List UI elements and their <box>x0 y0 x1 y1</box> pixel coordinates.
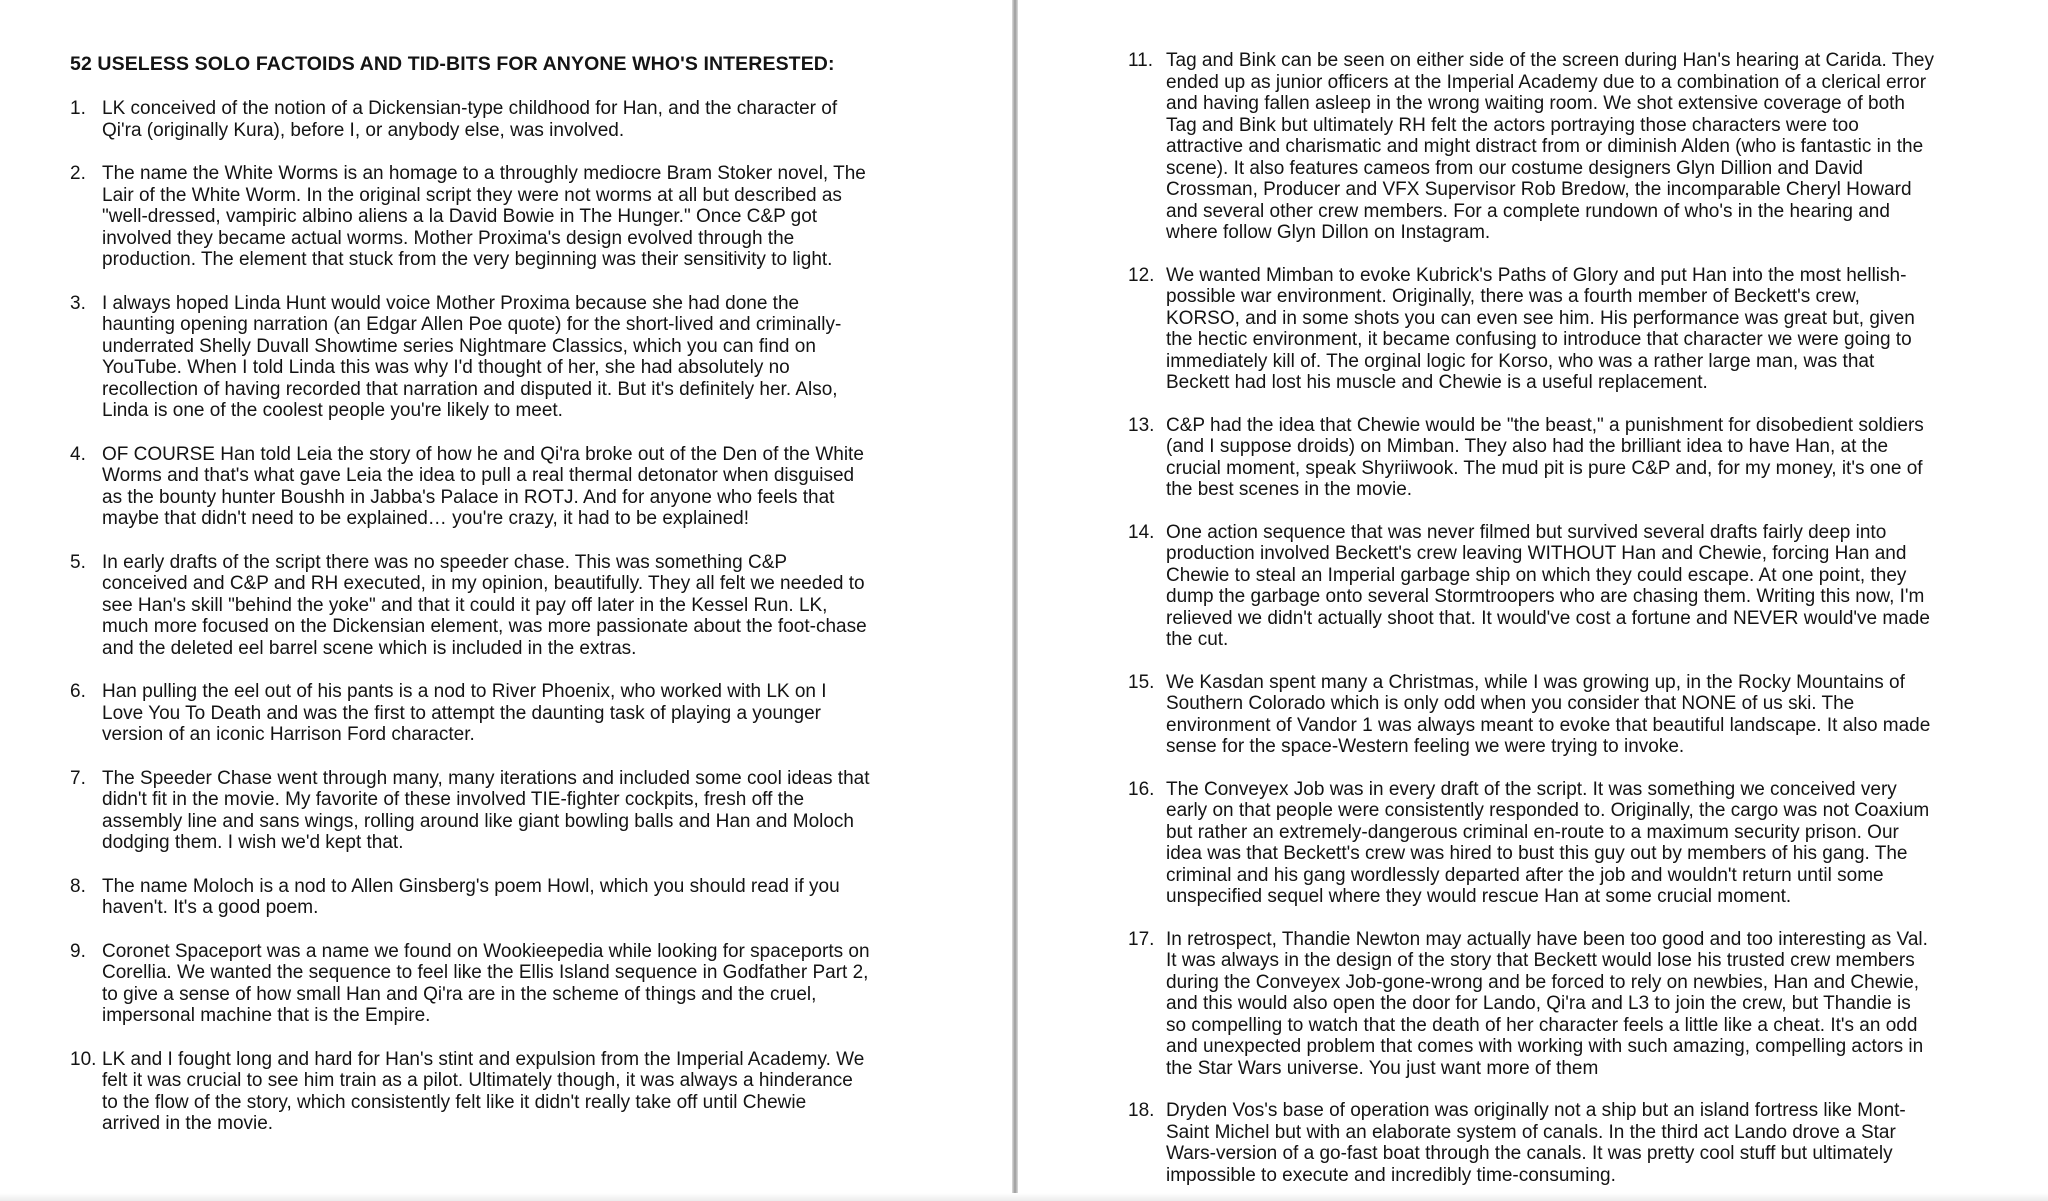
list-item <box>70 444 900 530</box>
item-text: The Conveyex Job was in every draft of the script. It was something we conceived very early on that people were consistently responded to. Originally, the cargo was not Coaxium but rather an extremely-dangerous criminal en-route to a maximum security prison. Our idea was that Beckett's crew was hired to bust this guy out by members of his gang. The criminal and his gang wordlessly departed after the job and wouldn't return until some unspecified sequel where they would rescue Han at some crucial moment. <box>1166 778 1930 907</box>
item-number: 14. <box>1128 521 1155 543</box>
list-item <box>1128 522 1978 651</box>
item-text: In retrospect, Thandie Newton may actually have been too good and too interesting as Val. It was always in the design of the story that Beckett would lose his trusted crew members during the Conveyex Job-gone-wrong and be forced to rely on newbies, Han and Chewie, and this would also open the door for Lando, Qi'ra and L3 to join the crew, but Thandie is so compelling to watch that the death of her character feels a little like a cheat. It's an odd and unexpected problem that comes with working with such amazing, compelling actors in the Star Wars universe. You just want more of them <box>1166 928 1928 1079</box>
item-text: We Kasdan spent many a Christmas, while I was growing up, in the Rocky Mountains of Southern Colorado which is only odd when you consider that NONE of us ski. The environment of Vandor 1 was always meant to evoke that beautiful landscape. It also made sense for the space-Western feeling we were trying to invoke. <box>1166 671 1931 757</box>
item-text: Dryden Vos's base of operation was originally not a ship but an island fortress like Mont- Saint Michel but with an elaborate system of canals. In the third act Lando drove a Star Wars-version of a go-fast boat through the canals. It was pretty cool stuff but ultimately impossible to execute and incredibly time-consuming. <box>1166 1100 1906 1186</box>
list-item <box>1128 265 1978 394</box>
right-page <box>1018 0 2048 1201</box>
list-item <box>70 98 900 141</box>
item-text: We wanted Mimban to evoke Kubrick's Paths of Glory and put Han into the most hellish- possible war environment. Originally, there was a fourth member of Beckett's crew, KORSO, and in some shots you can even see him. His performance was great but, given the hectic environment, it became confusing to introduce that character we were going to immediately kill of. The orginal logic for Korso, who was a rather large man, was that Beckett had lost his muscle and Chewie is a useful replacement. <box>1166 264 1915 393</box>
list-item <box>70 876 900 919</box>
item-text: The name the White Worms is an homage to a throughly mediocre Bram Stoker novel, The Lair of the White Worm. In the original script they were not worms at all but described as "well-dressed, vampiric albino aliens a la David Bowie in The Hunger." Once C&P got involved they became actual worms. Mother Proxima's design evolved through the production. The element that stuck from the very beginning was their sensitivity to light. <box>102 163 866 270</box>
list-item <box>1128 779 1978 908</box>
item-text: The name Moloch is a nod to Allen Ginsberg's poem Howl, which you should read if you haven't. It's a good poem. <box>102 875 840 918</box>
item-number: 10. <box>70 1048 97 1070</box>
item-number: 6. <box>70 681 86 702</box>
item-text: OF COURSE Han told Leia the story of how he and Qi'ra broke out of the Den of the White Worms and that's what gave Leia the idea to pull a real thermal detonator when disguised as the bounty hunter Boushh in Jabba's Palace in ROTJ. And for anyone who feels that maybe that didn't need to be explained… you're crazy, it had to be explained! <box>102 443 864 529</box>
item-number: 1. <box>70 98 86 119</box>
item-number: 18. <box>1128 1100 1155 1121</box>
right-item-list <box>1128 50 2048 1186</box>
list-item <box>1128 929 1978 1080</box>
item-number: 8. <box>70 875 86 897</box>
left-page <box>0 0 1012 1201</box>
list-item <box>1128 672 1978 758</box>
item-number: 15. <box>1128 671 1155 693</box>
item-number: 9. <box>70 940 86 962</box>
item-number: 4. <box>70 443 86 465</box>
item-number: 7. <box>70 767 86 789</box>
item-text: In early drafts of the script there was no speeder chase. This was something C&P conceived and C&P and RH executed, in my opinion, beautifully. They all felt we needed to see Han's skill "behind the yoke" and that it could it pay off later in the Kessel Run. LK, much more focused on the Dickensian element, was more passionate about the foot-chase and the deleted eel barrel scene which is included in the extras. <box>102 551 867 659</box>
item-number: 13. <box>1128 414 1155 436</box>
item-number: 17. <box>1128 928 1155 950</box>
list-item <box>1128 1100 1978 1186</box>
item-text: C&P had the idea that Chewie would be "the beast," a punishment for disobedient soldiers (and I suppose droids) on Mimban. They also had the brilliant idea to have Han, at the crucial moment, speak Shyriiwook. The mud pit is pure C&P and, for my money, it's one of the best scenes in the movie. <box>1166 414 1924 500</box>
left-item-list <box>70 98 1012 1135</box>
list-item <box>70 293 900 422</box>
item-text: LK and I fought long and hard for Han's stint and expulsion from the Imperial Academy. We felt it was crucial to see him train as a pilot. Ultimately though, it was always a hinderance to the flow of the story, which consistently felt like it didn't really take off until Chewie arrived in the movie. <box>102 1048 865 1134</box>
item-text: The Speeder Chase went through many, many iterations and included some cool ideas that didn't fit in the movie. My favorite of these involved TIE-fighter cockpits, fresh off the assembly line and sans wings, rolling around like giant bowling balls and Han and Moloch dodging them. I wish we'd kept that. <box>102 767 870 853</box>
list-item <box>1128 415 1978 501</box>
list-item <box>70 941 900 1027</box>
item-number: 3. <box>70 292 86 314</box>
list-item <box>70 681 900 746</box>
item-number: 5. <box>70 551 86 573</box>
list-item <box>70 1049 900 1135</box>
item-text: I always hoped Linda Hunt would voice Mother Proxima because she had done the haunting opening narration (an Edgar Allen Poe quote) for the short-lived and criminally- underrated Shelly Duvall Showtime series Nightmare Classics, which you can find on YouTube. When I told Linda this was why I'd thought of her, she had absolutely no recollection of having recorded that narration and disputed it. But it's definitely her. Also, Linda is one of the coolest people you're likely to meet. <box>102 292 842 421</box>
item-number: 2. <box>70 163 86 184</box>
item-text: Han pulling the eel out of his pants is a nod to River Phoenix, who worked with LK on I Love You To Death and was the first to attempt the daunting task of playing a younger version of an iconic Harrison Ford character. <box>102 681 827 745</box>
item-number: 11. <box>1128 50 1154 71</box>
list-item <box>70 163 900 271</box>
bottom-edge-shade <box>0 1193 2048 1201</box>
item-text: One action sequence that was never filmed but survived several drafts fairly deep into production involved Beckett's crew leaving WITHOUT Han and Chewie, forcing Han and Chewie to steal an Imperial garbage ship on which they could escape. At one point, they dump the garbage onto several Stormtroopers who are chasing them. Writing this now, I'm relieved we didn't actually shoot that. It would've cost a fortune and NEVER would've made the cut. <box>1166 521 1930 650</box>
list-item <box>70 552 900 660</box>
item-text: Coronet Spaceport was a name we found on Wookieepedia while looking for spaceports on Corellia. We wanted the sequence to feel like the Ellis Island sequence in Godfather Part 2, to give a sense of how small Han and Qi'ra are in the scheme of things and the cruel, impersonal machine that is the Empire. <box>102 940 870 1026</box>
item-number: 12. <box>1128 264 1155 286</box>
list-item <box>70 768 900 854</box>
document-title: 52 USELESS SOLO FACTOIDS AND TID-BITS FOR ANYONE WHO'S INTERESTED: <box>70 53 835 75</box>
list-item <box>1128 50 1978 244</box>
item-text: LK conceived of the notion of a Dickensian-type childhood for Han, and the character of Qi'ra (originally Kura), before I, or anybody else, was involved. <box>102 98 838 141</box>
item-number: 16. <box>1128 778 1155 800</box>
item-text: Tag and Bink can be seen on either side of the screen during Han's hearing at Carida. They ended up as junior officers at the Imperial Academy due to a combination of a clerical error and having fallen asleep in the wrong waiting room. We shot extensive coverage of both Tag and Bink but ultimately RH felt the actors portraying those characters were too attractive and charismatic and might distract from or diminish Alden (who is fantastic in the scene). It also features cameos from our costume designers Glyn Dillion and David Crossman, Producer and VFX Supervisor Rob Bredow, the incomparable Cheryl Howard and several other crew members. For a complete rundown of who's in the hearing and where follow Glyn Dillon on Instagram. <box>1166 50 1934 243</box>
